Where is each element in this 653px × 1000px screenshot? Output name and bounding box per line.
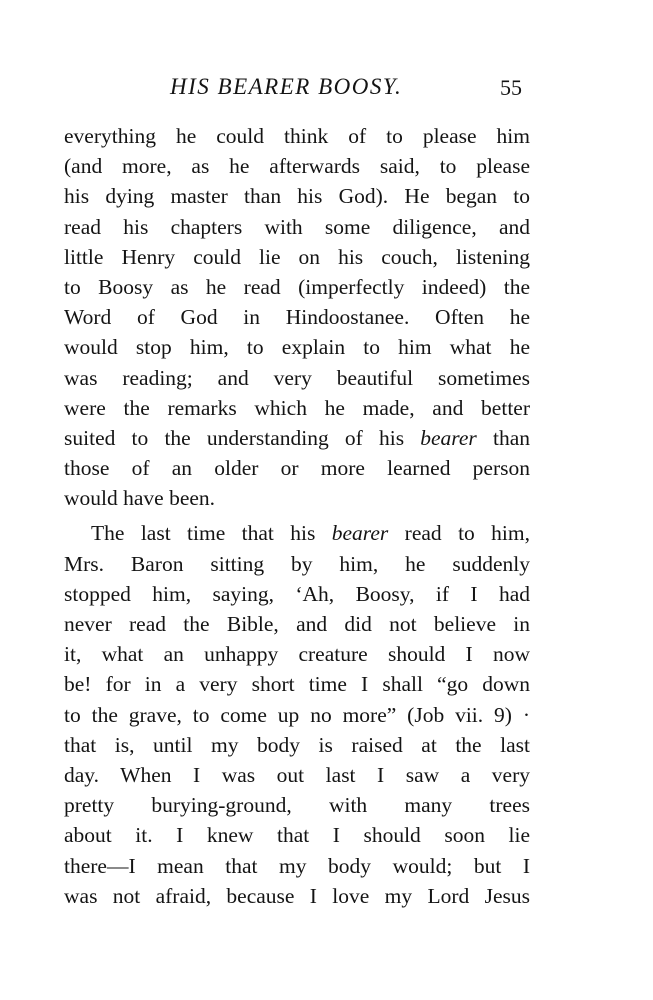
text-line: to Boosy as he read (imperfectly indeed) the <box>64 274 530 299</box>
text-line: be! for in a very short time I shall “go down <box>64 672 530 697</box>
text-line: suited to the understanding of his bearer than <box>64 425 530 450</box>
text-line: never read the Bible, and did not believe in <box>64 612 530 636</box>
text-line: would have been. <box>64 486 216 511</box>
running-title: HIS BEARER BOOSY. <box>170 74 403 99</box>
text-line: it, what an unhappy creature should I now <box>64 642 530 667</box>
text-line: Word of God in Hindoostanee. Often he <box>64 305 530 330</box>
text-line: there—I mean that my body would; but I <box>64 853 530 878</box>
text-line: stopped him, saying, ‘Ah, Boosy, if I had <box>64 581 530 606</box>
text-line: about it. I knew that I should soon lie <box>64 823 530 848</box>
body-text <box>64 121 530 911</box>
text-line: was reading; and very beautiful sometimes <box>64 365 530 390</box>
text-line: pretty burying-ground, with many trees <box>64 793 530 818</box>
text-line: his dying master than his God). He began to <box>64 184 530 209</box>
text-line: was not afraid, because I love my Lord Jesus <box>64 883 530 908</box>
text-line: those of an older or more learned person <box>64 456 530 481</box>
text-line: to the grave, to come up no more” (Job vii. 9) · <box>64 702 530 727</box>
paragraph-1 <box>64 121 530 513</box>
paragraph-2 <box>64 518 530 910</box>
text-line: read his chapters with some diligence, and <box>64 214 530 239</box>
italic-word: bearer <box>331 521 389 546</box>
text-line: would stop him, to explain to him what he <box>64 335 530 360</box>
text-line: Mrs. Baron sitting by him, he suddenly <box>64 551 530 576</box>
text-line: little Henry could lie on his couch, listening <box>64 244 530 269</box>
text-line: everything he could think of to please him <box>64 124 530 148</box>
text-line: were the remarks which he made, and better <box>64 395 530 420</box>
italic-word: bearer <box>420 425 477 450</box>
text-line: day. When I was out last I saw a very <box>64 762 530 787</box>
text-line: that is, until my body is raised at the last <box>64 732 530 757</box>
text-line: The last time that his bearer read to him, <box>91 521 530 546</box>
page-number: 55 <box>500 75 522 100</box>
text-line: (and more, as he afterwards said, to please <box>64 154 530 179</box>
